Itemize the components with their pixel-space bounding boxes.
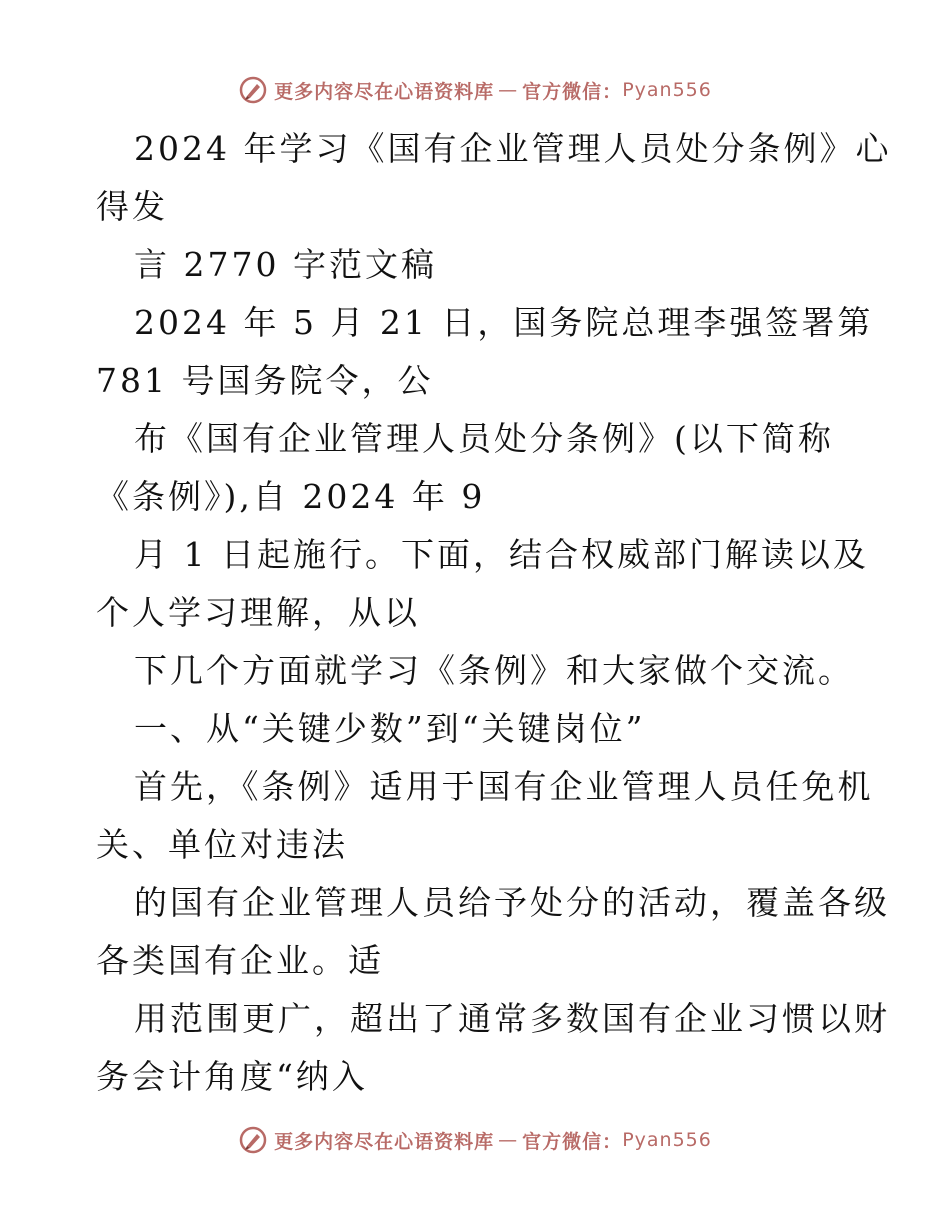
header-watermark <box>0 70 950 110</box>
watermark-label: 官方微信： <box>522 1130 623 1153</box>
text-line: 2024 年 5 月 21 日，国务院总理李强签署第 <box>134 303 874 342</box>
pen-logo-icon <box>238 75 268 105</box>
watermark-separator: — <box>498 79 519 101</box>
watermark-label: 官方微信： <box>522 80 623 103</box>
text-line: 得发 <box>96 187 168 226</box>
text-line: 2024 年学习《国有企业管理人员处分条例》心 <box>134 129 892 168</box>
text-line: 《条例》),自 2024 年 9 <box>96 477 486 516</box>
watermark-separator: — <box>498 1129 519 1151</box>
footer-watermark <box>0 1120 950 1160</box>
text-line: 务会计角度“纳入 <box>96 1057 368 1096</box>
watermark-text: 更多内容尽在心语资料库 <box>274 1130 495 1153</box>
text-line: 个人学习理解，从以 <box>96 593 420 632</box>
text-line: 言 2770 字范文稿 <box>134 245 437 284</box>
text-line: 用范围更广，超出了通常多数国有企业习惯以财 <box>134 999 890 1038</box>
text-line: 首先，《条例》适用于国有企业管理人员任免机 <box>134 767 874 806</box>
text-line: 月 1 日起施行。下面，结合权威部门解读以及 <box>134 535 869 574</box>
text-line: 的国有企业管理人员给予处分的活动，覆盖各级 <box>134 883 890 922</box>
watermark-id: Pyan556 <box>622 79 712 101</box>
watermark-id: Pyan556 <box>622 1129 712 1151</box>
text-line: 781 号国务院令，公 <box>96 361 434 400</box>
watermark-text: 更多内容尽在心语资料库 <box>274 80 495 103</box>
text-line: 布《国有企业管理人员处分条例》(以下简称 <box>134 419 834 458</box>
document-body <box>96 120 892 1106</box>
text-line: 关、单位对违法 <box>96 825 348 864</box>
text-line: 各类国有企业。适 <box>96 941 384 980</box>
pen-logo-icon <box>238 1125 268 1155</box>
text-line: 下几个方面就学习《条例》和大家做个交流。 <box>134 651 854 690</box>
section-heading: 一、从“关键少数”到“关键岗位” <box>134 709 646 748</box>
